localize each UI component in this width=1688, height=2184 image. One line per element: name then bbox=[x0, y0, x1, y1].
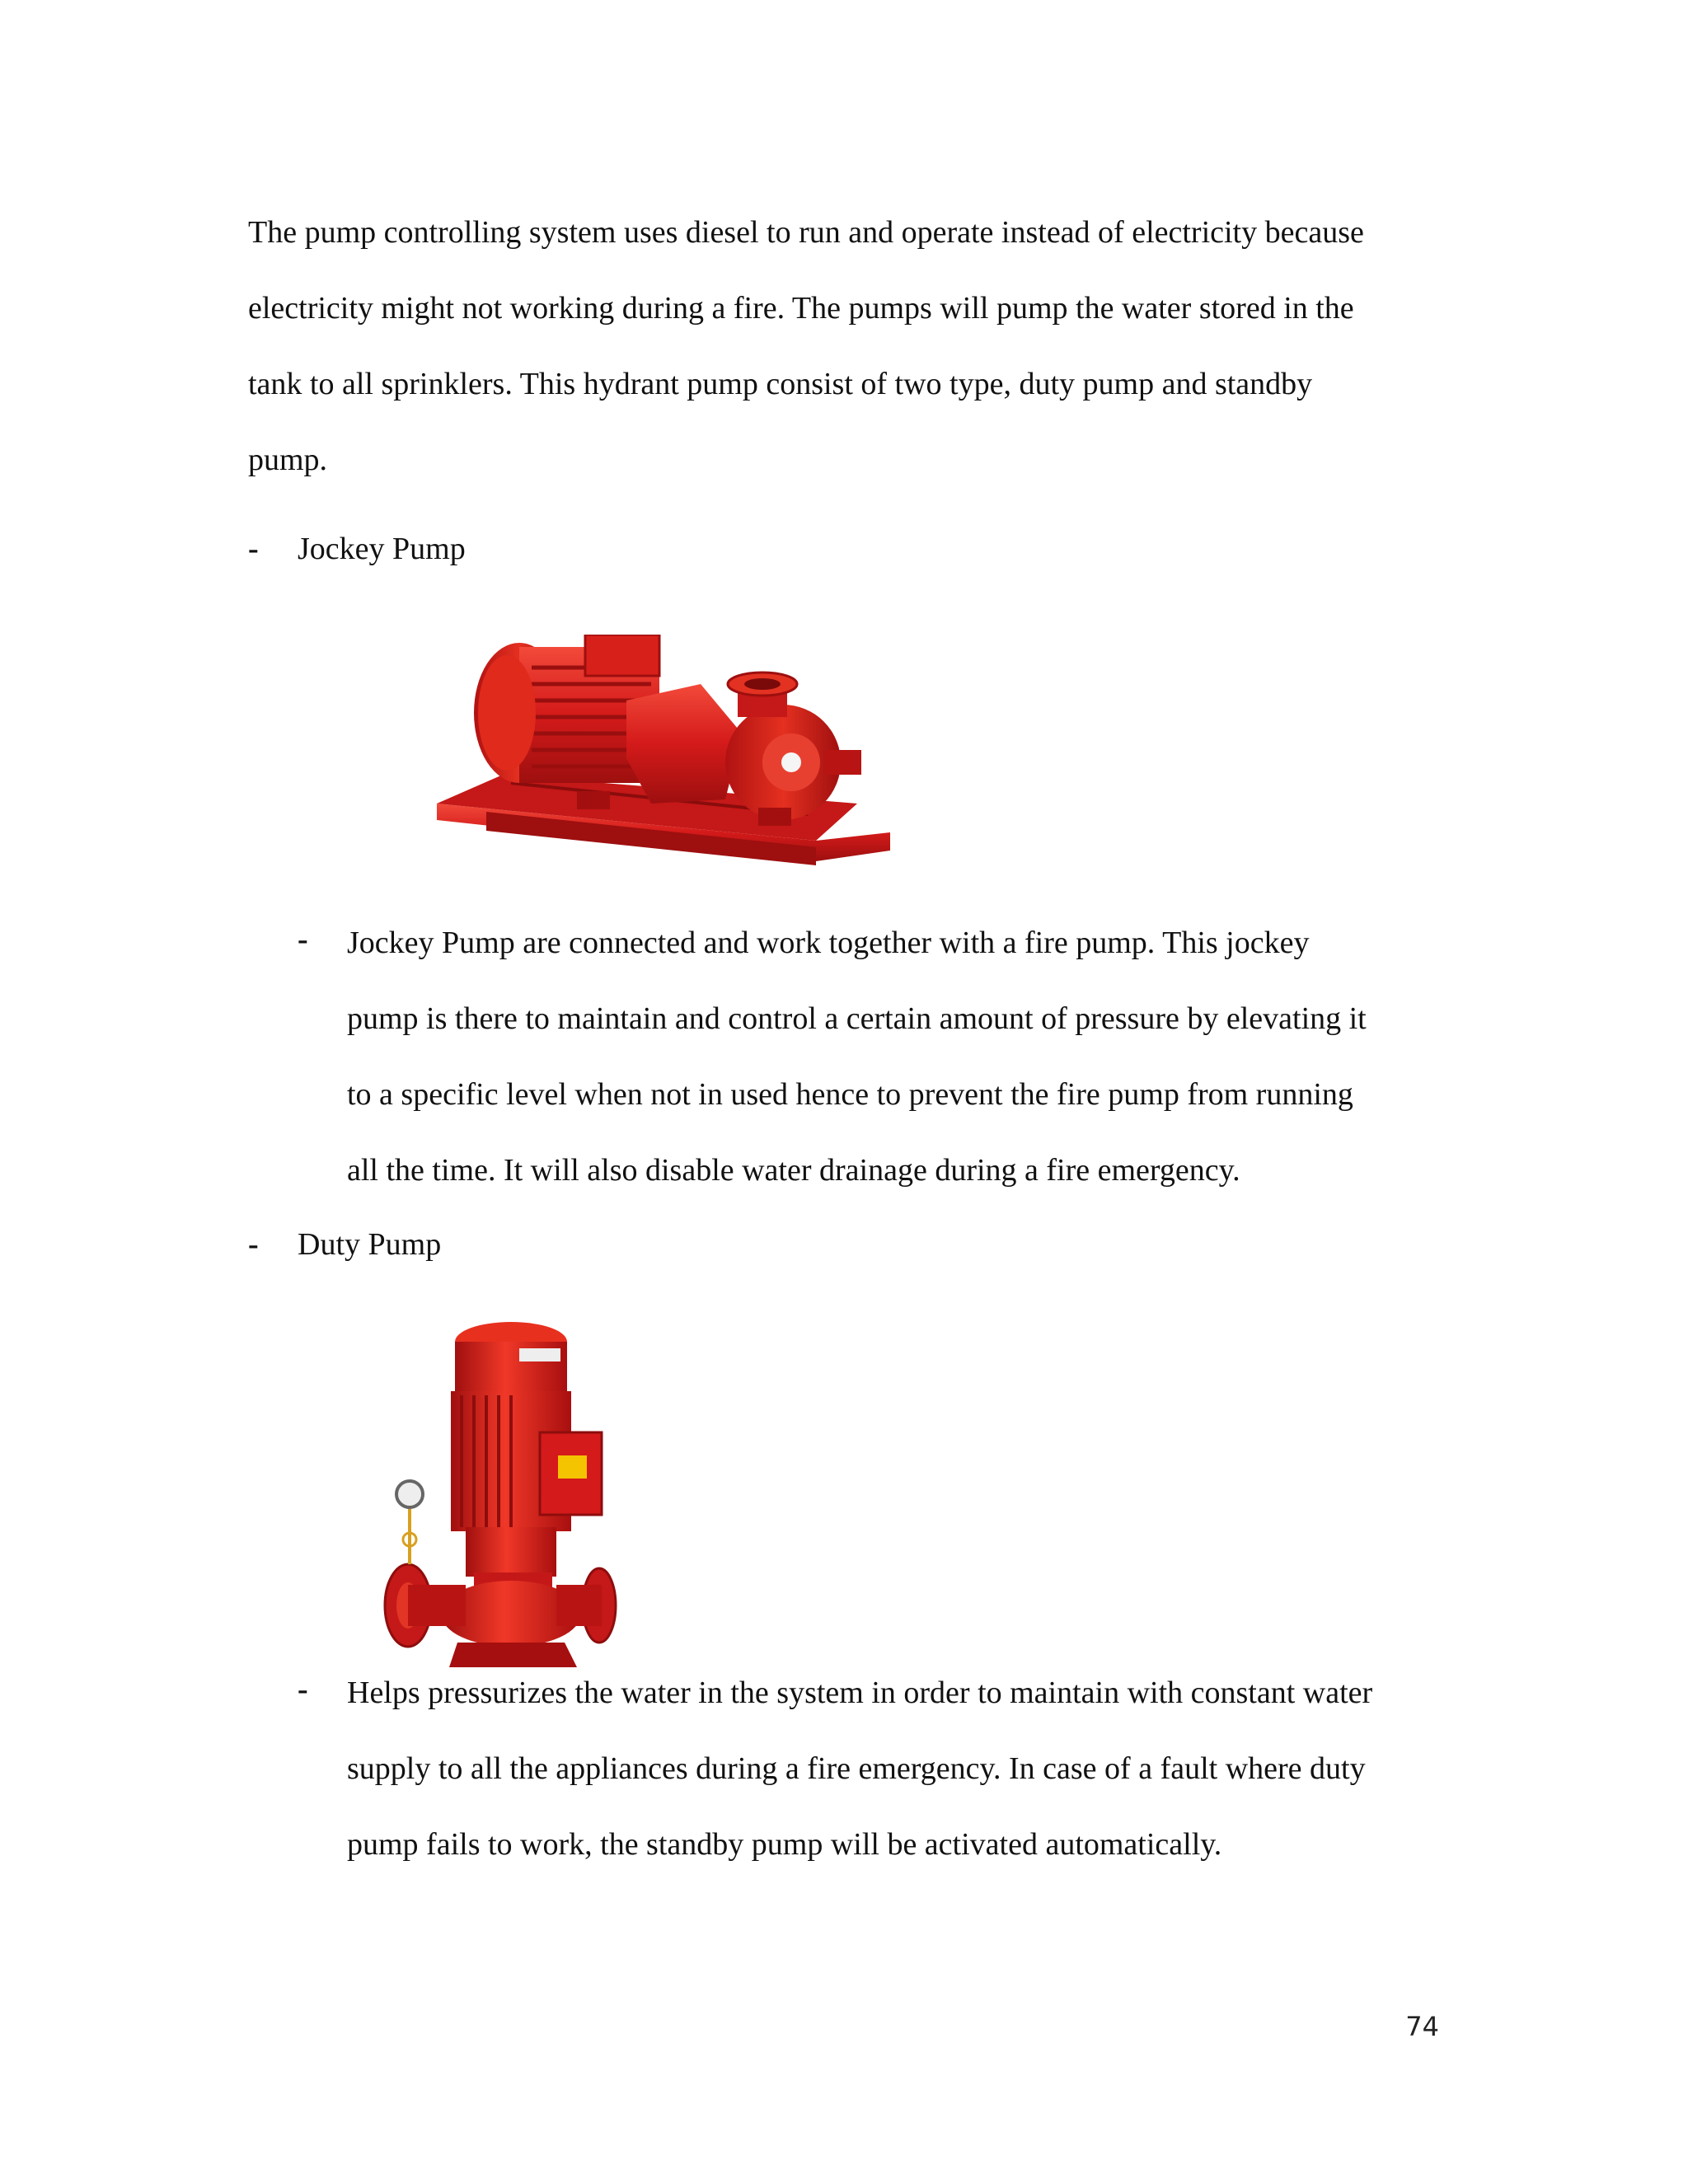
vertical-pump-image bbox=[375, 1317, 622, 1671]
page-number: 74 bbox=[1405, 2011, 1439, 2042]
intro-line: pump. bbox=[248, 443, 328, 477]
horizontal-pump-image bbox=[429, 635, 898, 915]
duty-pump-description bbox=[347, 1655, 1451, 1882]
bullet-dash: - bbox=[248, 532, 259, 566]
intro-paragraph bbox=[248, 194, 1451, 498]
description-line: Helps pressurizes the water in the system in order to maintain with constant water bbox=[347, 1675, 1373, 1710]
description-line: all the time. It will also disable water drainage during a fire emergency. bbox=[347, 1153, 1240, 1188]
description-line: to a specific level when not in used hence to prevent the fire pump from running bbox=[347, 1077, 1353, 1112]
intro-line: The pump controlling system uses diesel to run and operate instead of electricity because bbox=[248, 215, 1364, 250]
description-line: supply to all the appliances during a fire emergency. In case of a fault where duty bbox=[347, 1751, 1366, 1786]
bullet-dash: - bbox=[248, 1227, 259, 1262]
sub-bullet-dash: - bbox=[298, 1672, 308, 1707]
intro-line: tank to all sprinklers. This hydrant pump consist of two type, duty pump and standby bbox=[248, 367, 1313, 401]
section-heading-jockey-pump: Jockey Pump bbox=[298, 532, 466, 566]
description-line: Jockey Pump are connected and work together with a fire pump. This jockey bbox=[347, 926, 1310, 960]
description-line: pump fails to work, the standby pump will be activated automatically. bbox=[347, 1827, 1222, 1862]
intro-line: electricity might not working during a fire. The pumps will pump the water stored in the bbox=[248, 291, 1354, 326]
sub-bullet-dash: - bbox=[298, 922, 308, 957]
section-heading-duty-pump: Duty Pump bbox=[298, 1227, 442, 1262]
description-line: pump is there to maintain and control a certain amount of pressure by elevating it bbox=[347, 1001, 1367, 1036]
jockey-pump-description bbox=[347, 905, 1451, 1208]
